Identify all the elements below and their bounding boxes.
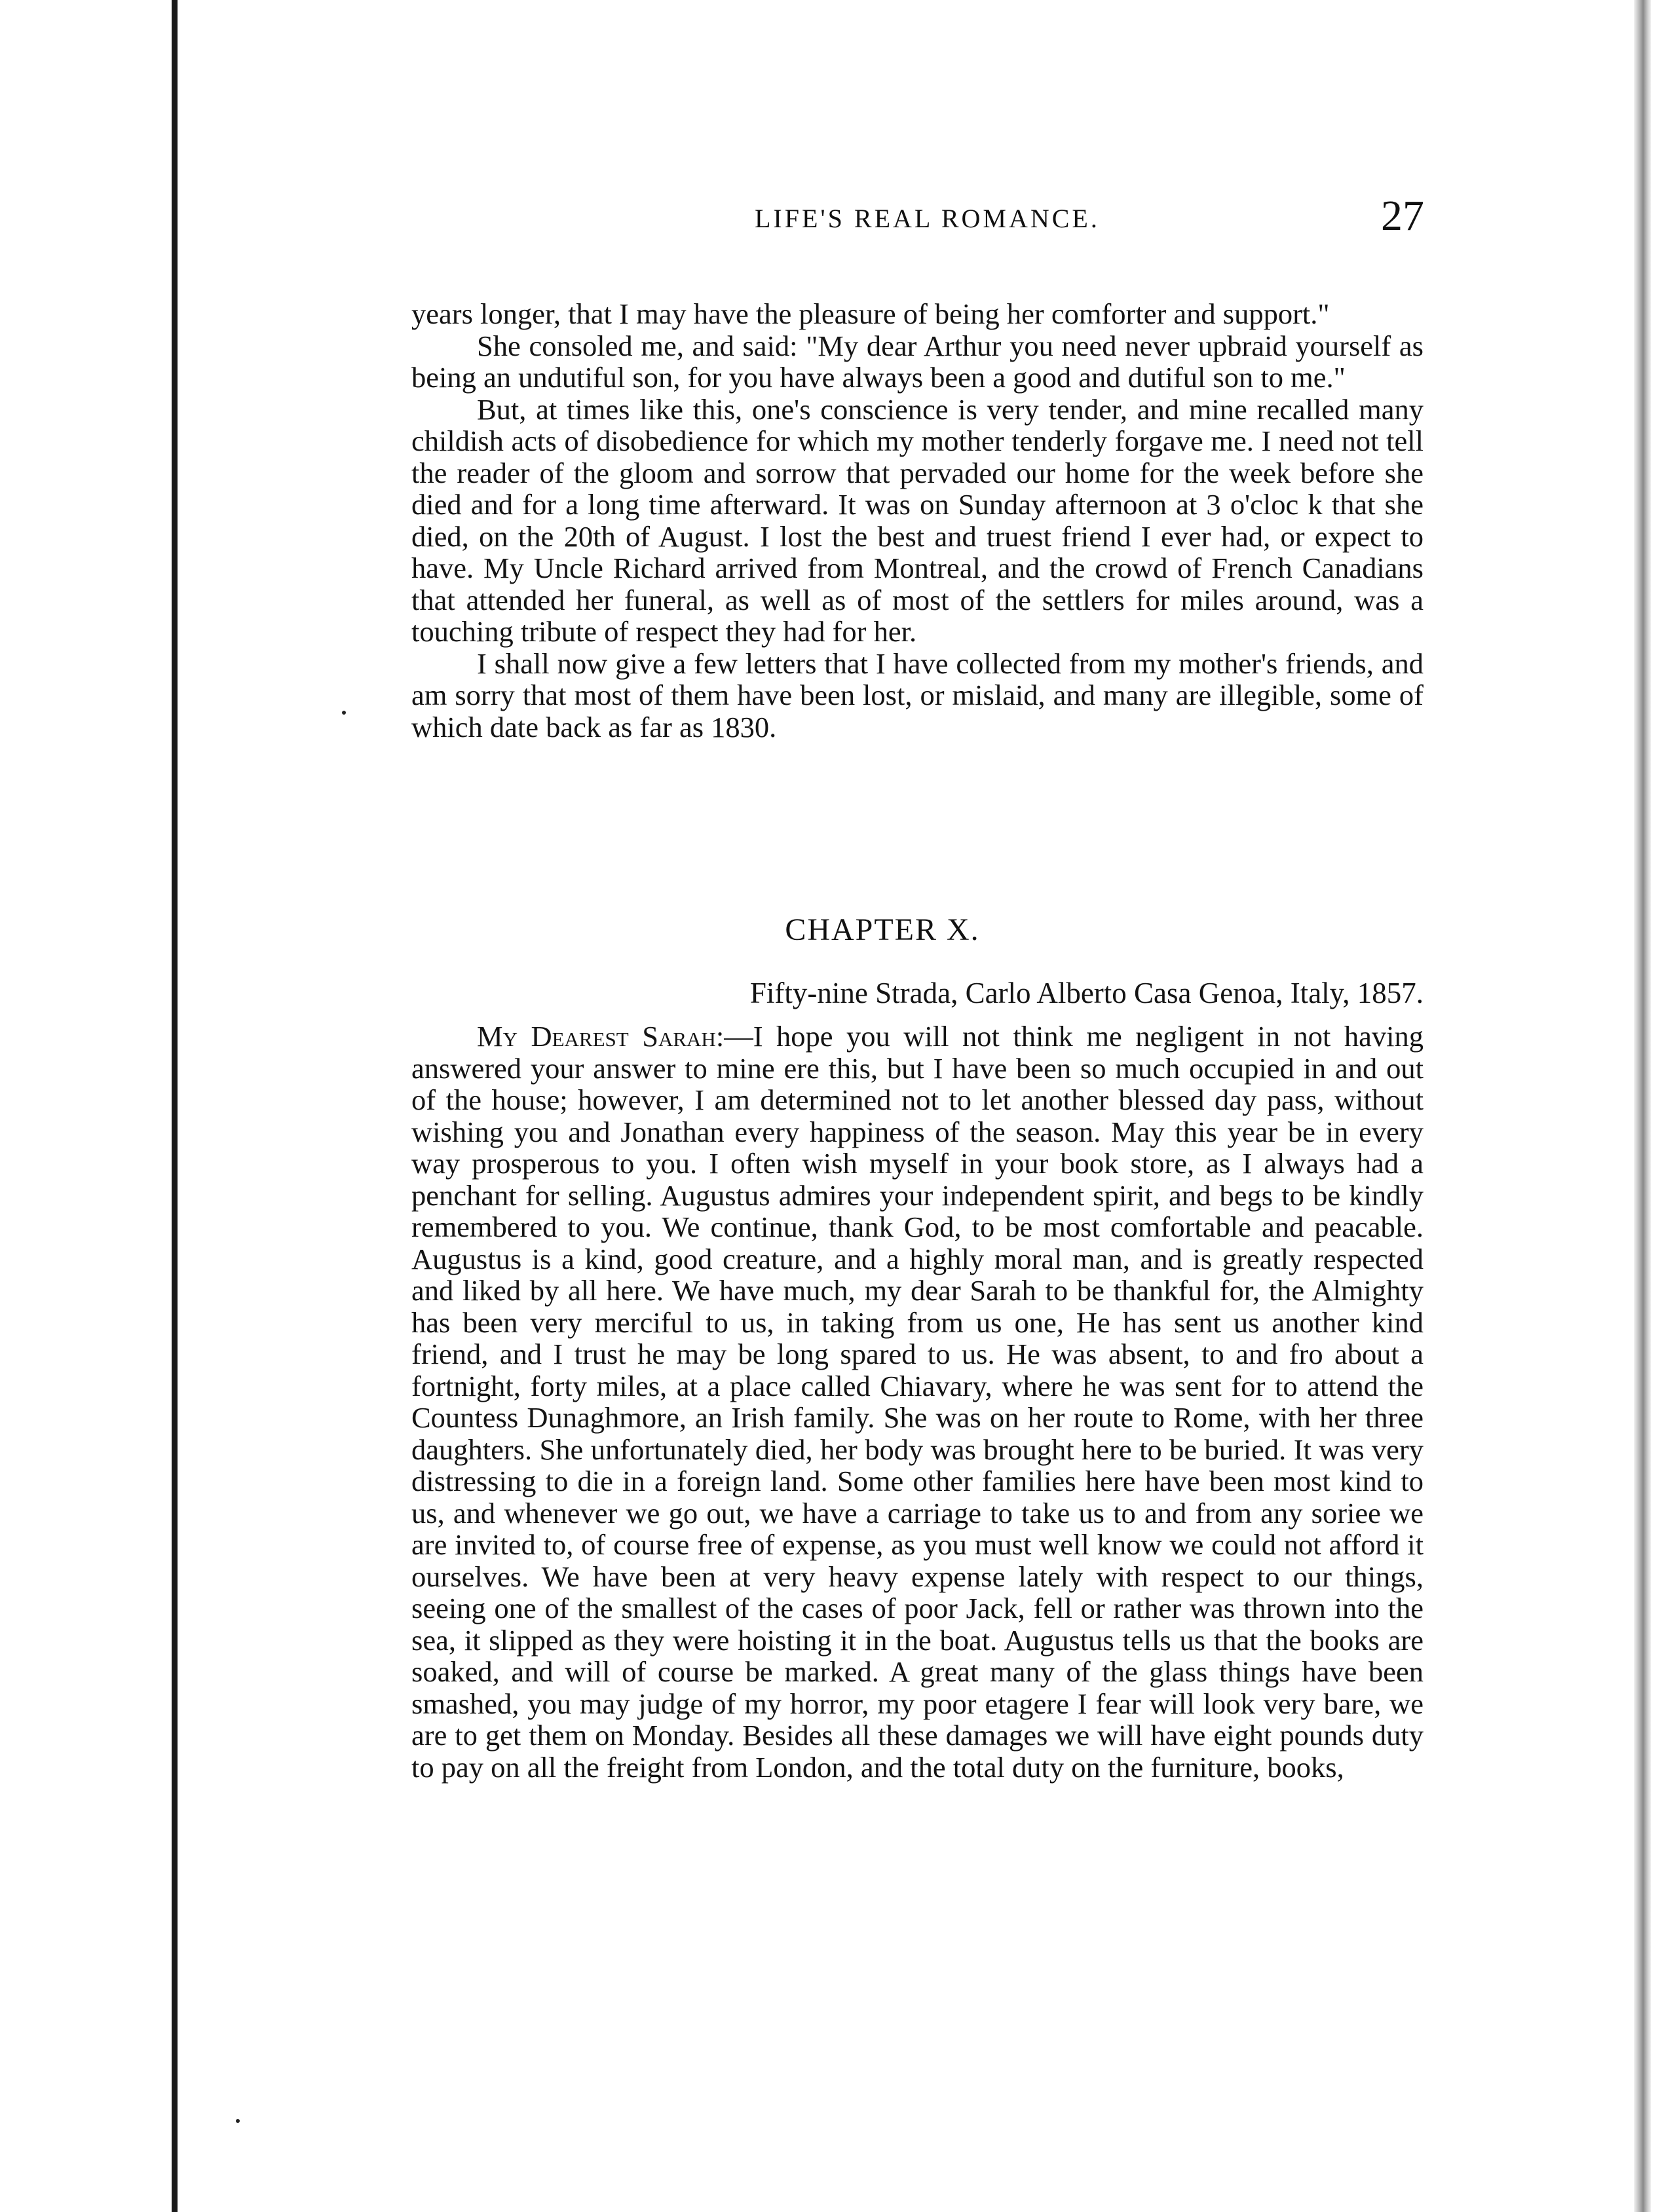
paragraph-2: She consoled me, and said: "My dear Arthur you need never upbraid yourself as being an undutiful son, for you have always been a good and dutiful son to me." — [411, 329, 1424, 394]
page-number: 27 — [1381, 192, 1424, 240]
letter-salutation: My Dearest Sarah — [477, 1020, 716, 1053]
letter-dateline: Fifty-nine Strada, Carlo Alberto Casa Genoa, Italy, 1857. — [749, 977, 1424, 1009]
letter-paragraph — [411, 1021, 1424, 1783]
page-binding-edge-right — [1634, 0, 1651, 2212]
letter-body: :—I hope you will not think me negligent in not having answered your answer to mine ere this, but I have been so much occupied in and out of the house; however, I am determined not to let another blessed day pass, without wishing you and Jonathan every happiness of the season. May this year be in every way prosperous to you. I often wish myself in your book store, as I always had a penchant for selling. Augustus admires your independent spirit, and begs to be kindly remembered to you. We continue, thank God, to be most comfortable and peacable. Augustus is a kind, good creature, and a highly moral man, and is greatly respected and liked by all here. We have much, my dear Sarah to be thankful for, the Almighty has been very merciful to us, in taking from us one, He has sent us another kind friend, and I trust he may be long spared to us. He was absent, to and fro about a fortnight, forty miles, at a place called Chiavary, where he was sent for to attend the Countess Dunaghmore, an Irish family. She was on her route to Rome, with her three daughters. She unfortunately died, her body was brought here to be buried. It was very distressing to die in a foreign land. Some other families here have been most kind to us, and whenever we go out, we have a carriage to take us to and from any soriee we are invited to, of course free of expense, as you must well know we could not afford it ourselves. We have been at very heavy expense lately with respect to our things, seeing one of the smallest of the cases of poor Jack, fell or rather was thrown into the sea, it slipped as they were hoisting it in the boat. Augustus tells us that the books are soaked, and will of course be marked. A great many of the glass things have been smashed, you may judge of my horror, my poor etagere I fear will look very bare, we are to get them on Monday. Besides all these damages we will have eight pounds duty to pay on all the freight from London, and the total duty on the furniture, books, — [411, 1020, 1424, 1784]
scan-speck — [342, 711, 346, 715]
paragraph-1: years longer, that I may have the pleasure of being her comforter and support." — [411, 297, 1330, 330]
letter-text-block — [411, 1021, 1424, 1783]
paragraph-4: I shall now give a few letters that I have collected from my mother's friends, and am sorry that most of them have been lost, or mislaid, and many are illegible, some of which date back as far as 1830. — [411, 647, 1424, 743]
scan-speck — [236, 2119, 240, 2123]
running-title: LIFE'S REAL ROMANCE. — [755, 204, 1100, 233]
intro-text-block — [411, 298, 1424, 743]
paragraph-3: But, at times like this, one's conscience is very tender, and mine recalled many childish acts of disobedience for which my mother tenderly forgave me. I need not tell the reader of the gloom and sorrow that pervaded our home for the week before she died and for a long time afterward. It was on Sunday afternoon at 3 o'cloc k that she died, on the 20th of August. I lost the best and truest friend I ever had, or expect to have. My Uncle Richard arrived from Montreal, and the crowd of French Canadians that attended her funeral, as well as of most of the settlers for miles around, was a touching tribute of respect they had for her. — [411, 392, 1424, 648]
chapter-heading: CHAPTER X. — [785, 912, 980, 947]
page-binding-edge-left — [172, 0, 178, 2212]
